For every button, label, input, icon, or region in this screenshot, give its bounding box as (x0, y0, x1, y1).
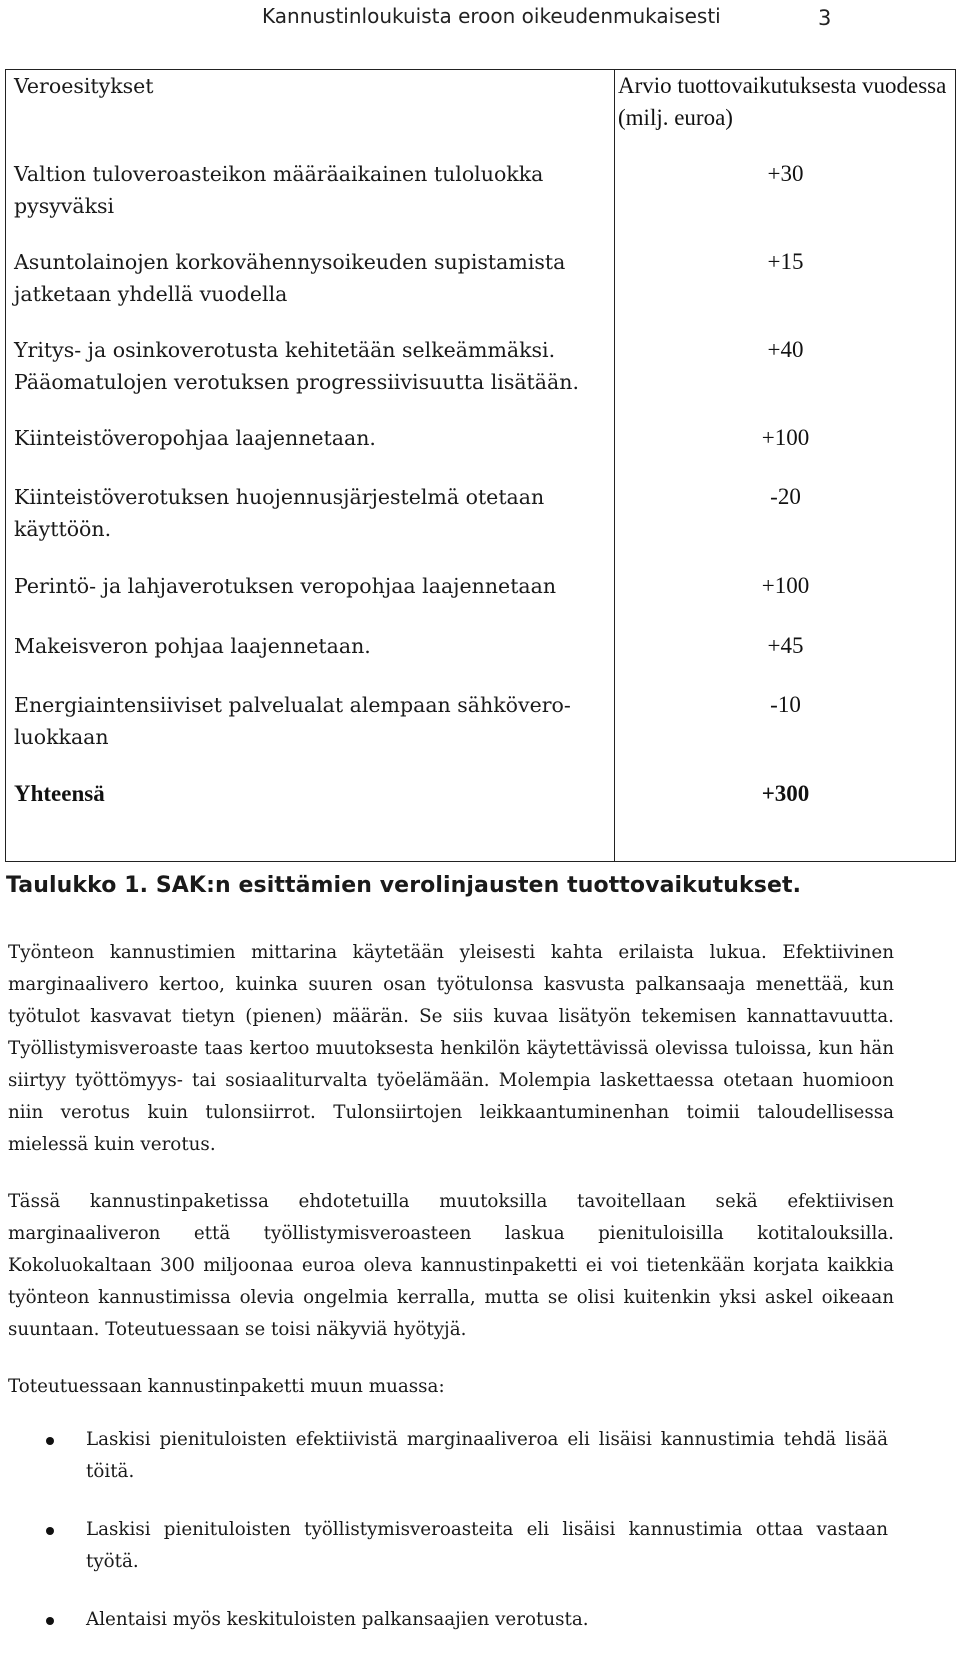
list-item-text: Laskisi pienituloisten efektiivistä marginaaliveroa eli lisäisi kannustimia tehdä lisää töitä. (86, 1429, 888, 1482)
table-row-label: Perintö- ja lahjaverotuksen veropohjaa laajennetaan (14, 574, 557, 598)
table-row-label: Asuntolainojen korkovähennysoikeuden supistamista jatketaan yhdellä vuodella (14, 250, 566, 306)
table-row-value: -10 (770, 692, 801, 717)
table-row-value: +100 (761, 425, 810, 450)
list-item (8, 1604, 888, 1636)
running-title: Kannustinloukuista eroon oikeudenmukaisesti (262, 4, 721, 28)
page-number: 3 (818, 6, 832, 30)
table-row-value: +40 (767, 337, 804, 362)
list-item-text: Laskisi pienituloisten työllistymisveroasteita eli lisäisi kannustimia ottaa vastaan työtä. (86, 1519, 888, 1572)
bullet-dot-icon (46, 1437, 54, 1445)
table-row-label: Kiinteistöveropohjaa laajennetaan. (14, 426, 376, 450)
table-row-value: +30 (767, 161, 804, 186)
table-row-label: Kiinteistöverotuksen huojennusjärjestelmä otetaan käyttöön. (14, 485, 545, 541)
table-caption: Taulukko 1. SAK:n esittämien verolinjausten tuottovaikutukset. (6, 873, 802, 898)
table-total-label: Yhteensä (14, 781, 105, 806)
bullet-list (8, 1424, 888, 1662)
table-row-label: Energiaintensiiviset palvelualat alempaan sähkövero-luokkaan (14, 693, 571, 749)
list-item-text: Alentaisi myös keskituloisten palkansaajien verotusta. (86, 1609, 589, 1630)
body-paragraph: Työnteon kannustimien mittarina käytetään yleisesti kahta erilaista lukua. Efektiivinen marginaalivero kertoo, kuinka suuren osan työtulonsa kasvusta palkansaaja menettää, kun työtulot kasvavat tietyn (pienen) määrän. Se siis kuvaa lisätyön tekemisen kannattavuutta. Työllistymisveroaste taas kertoo muutoksesta henkilön käytettävissä olevissa tuloissa, kun hän siirtyy työttömyys- tai sosiaaliturvalta työelämään. Molempia laskettaessa otetaan huomioon niin verotus kuin tulonsiirrot. Tulonsiirtojen leikkaantuminenhan toimii taloudellisessa mielessä kuin verotus. (8, 942, 894, 1155)
body-paragraph-lead-in: Toteutuessaan kannustinpaketti muun muassa: (8, 1376, 445, 1397)
list-item (8, 1514, 888, 1578)
table-header-proposals: Veroesitykset (14, 74, 154, 98)
tax-proposals-table (5, 69, 956, 862)
body-paragraph: Tässä kannustinpaketissa ehdotetuilla muutoksilla tavoitellaan sekä efektiivisen marginaaliveron että työllistymisveroasteen laskua pienituloisilla kotitalouksilla. Kokoluokaltaan 300 miljoonaa euroa oleva kannustinpaketti ei voi tietenkään korjata kaikkia työnteon kannustimissa olevia ongelmia kerralla, mutta se olisi kuitenkin yksi askel oikeaan suuntaan. Toteutuessaan se toisi näkyviä hyötyjä. (8, 1191, 894, 1340)
running-header (0, 2, 960, 36)
table-row-value: +100 (761, 573, 810, 598)
table-row-value: +45 (767, 633, 804, 658)
bullet-dot-icon (46, 1527, 54, 1535)
table-row-label: Makeisveron pohjaa laajennetaan. (14, 634, 371, 658)
list-item (8, 1424, 888, 1488)
table-row-label: Yritys- ja osinkoverotusta kehitetään selkeämmäksi. Pääomatulojen verotuksen progressiivisuutta lisätään. (14, 338, 579, 394)
table-total-value: +300 (761, 781, 810, 806)
table-header-estimate: Arvio tuottovaikutuksesta vuodessa (milj. euroa) (618, 73, 947, 130)
bullet-dot-icon (46, 1617, 54, 1625)
table-row-value: -20 (770, 484, 801, 509)
table-row-label: Valtion tuloveroasteikon määräaikainen tuloluokka pysyväksi (14, 162, 544, 218)
table-row-value: +15 (767, 249, 804, 274)
